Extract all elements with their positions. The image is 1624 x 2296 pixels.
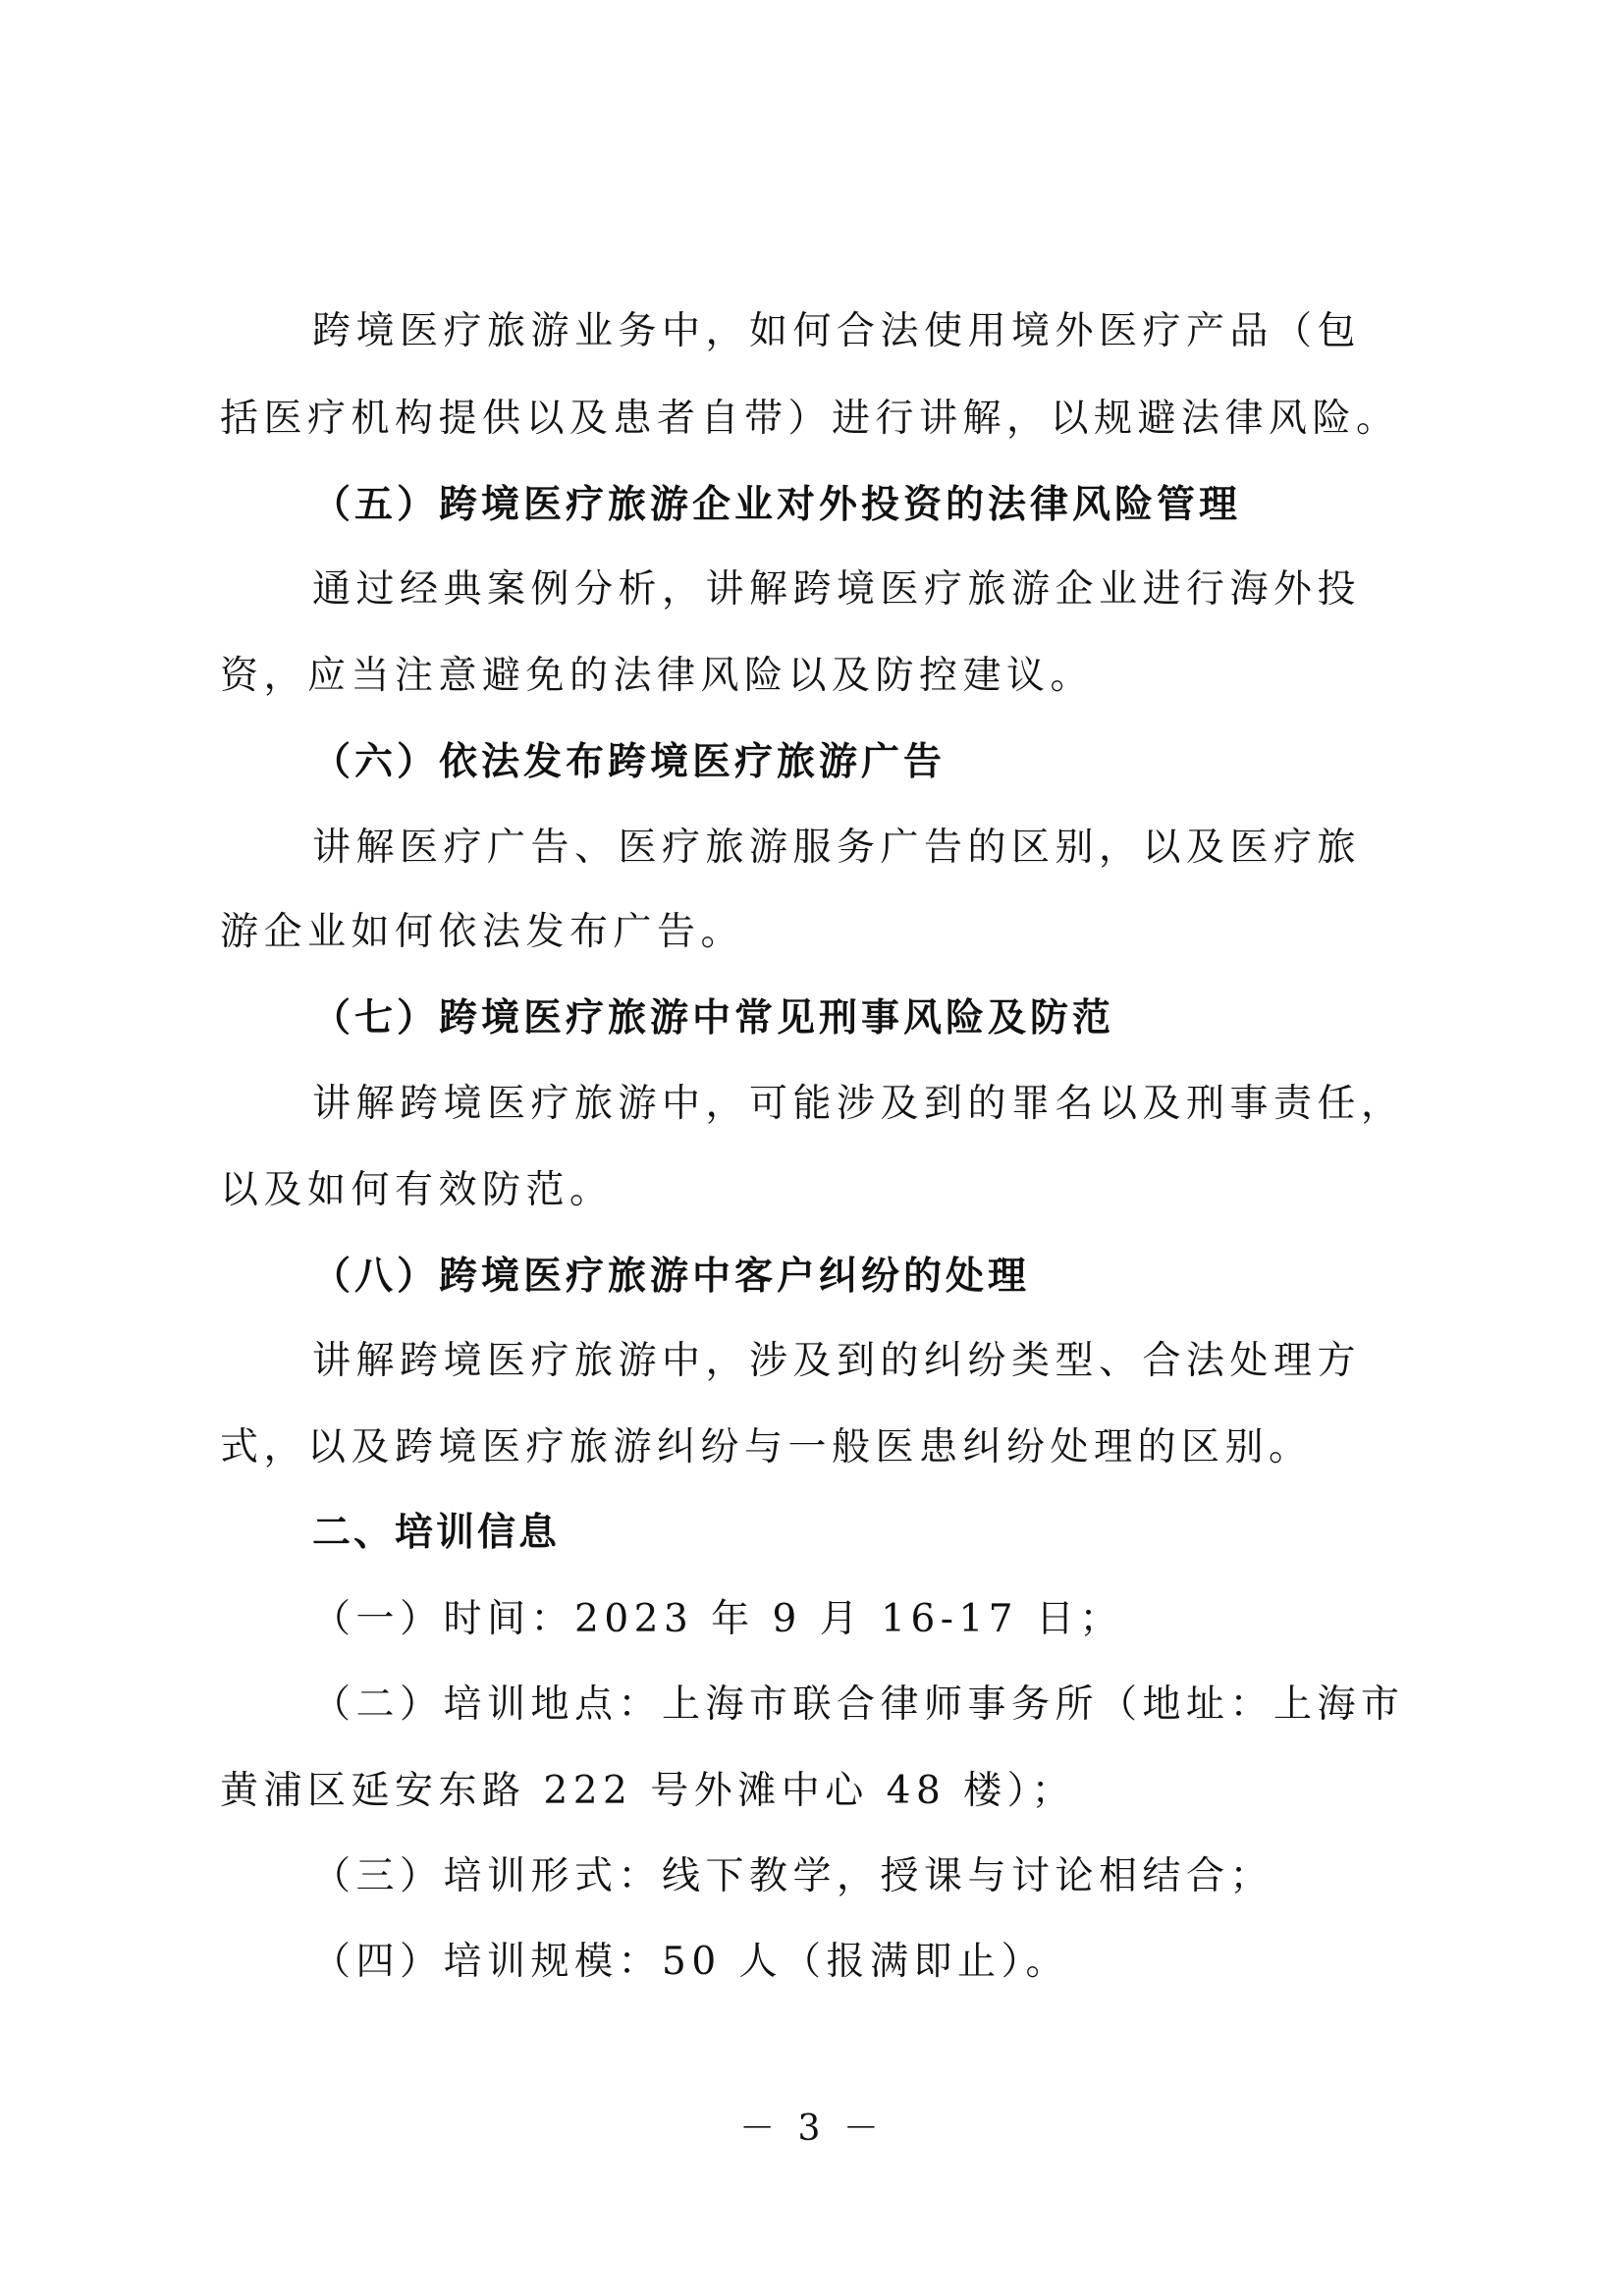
paragraph-line: 讲解跨境医疗旅游中，可能涉及到的罪名以及刑事责任， — [312, 1082, 1405, 1126]
info-line-format: （三）培训形式：线下教学，授课与讨论相结合； — [312, 1854, 1274, 1898]
paragraph-line: 式，以及跨境医疗旅游纠纷与一般医患纠纷处理的区别。 — [220, 1425, 1313, 1469]
paragraph-line: 讲解医疗广告、医疗旅游服务广告的区别，以及医疗旅 — [312, 826, 1362, 870]
info-line-scale: （四）培训规模：50 人（报满即止）。 — [312, 1940, 1070, 1984]
subheading-eight: （八）跨境医疗旅游中客户纠纷的处理 — [312, 1254, 1031, 1299]
info-line-location: （二）培训地点：上海市联合律师事务所（地址：上海市 — [312, 1682, 1405, 1727]
section-heading-training-info: 二、培训信息 — [312, 1511, 561, 1555]
subheading-seven: （七）跨境医疗旅游中常见刑事风险及防范 — [312, 995, 1115, 1041]
paragraph-line: 讲解跨境医疗旅游中，涉及到的纠纷类型、合法处理方 — [312, 1339, 1362, 1383]
paragraph-line: 通过经典案例分析，讲解跨境医疗旅游企业进行海外投 — [312, 567, 1362, 612]
paragraph-line: 括医疗机构提供以及患者自带）进行讲解，以规避法律风险。 — [220, 397, 1400, 441]
subheading-six: （六）依法发布跨境医疗旅游广告 — [312, 739, 947, 784]
paragraph-line: 游企业如何依法发布广告。 — [220, 910, 745, 954]
paragraph-line: 以及如何有效防范。 — [220, 1168, 614, 1212]
page-number: － 3 － — [739, 2109, 885, 2149]
paragraph-line: 跨境医疗旅游业务中，如何合法使用境外医疗产品（包 — [312, 309, 1362, 353]
paragraph-line: 资，应当注意避免的法律风险以及防控建议。 — [220, 654, 1095, 698]
subheading-five: （五）跨境医疗旅游企业对外投资的法律风险管理 — [312, 482, 1242, 527]
info-line-time: （一）时间：2023 年 9 月 16-17 日； — [312, 1597, 1123, 1641]
info-line-location-cont: 黄浦区延安东路 222 号外滩中心 48 楼）； — [220, 1769, 1076, 1813]
